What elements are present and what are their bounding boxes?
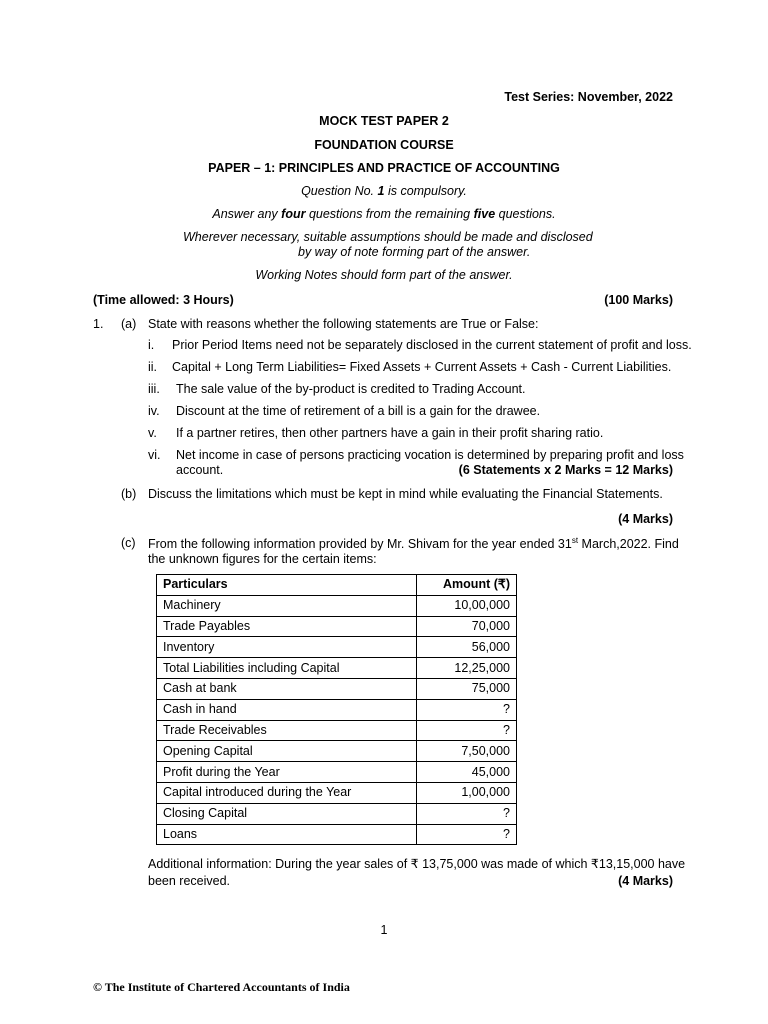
statement-number: iii. [148,382,160,396]
amount-cell: 7,50,000 [416,741,516,762]
statement-text: If a partner retires, then other partners have a gain in their profit sharing ratio. [176,426,604,440]
amount-cell: 75,000 [416,678,516,699]
part-a-text: State with reasons whether the following statements are True or False: [148,317,539,331]
part-a-label: (a) [121,317,137,331]
subject-title: PAPER – 1: PRINCIPLES AND PRACTICE OF ACCOUNTING [208,161,560,175]
table-row [157,595,517,616]
particular-cell: Loans [157,824,417,845]
statement-number: ii. [148,360,158,374]
question-number: 1. [93,317,104,331]
page-number: 1 [380,923,388,937]
statement-number: i. [148,338,155,352]
additional-info: Additional information: During the year sales of ₹ 13,75,000 was made of which ₹13,15,000 have [148,857,686,871]
statement-text: Discount at the time of retirement of a bill is a gain for the drawee. [176,404,541,418]
statement-text-continued: account. [176,463,224,477]
footer-copyright: © The Institute of Chartered Accountants of India [93,980,350,994]
table-row [157,658,517,679]
instruction-working-notes: Working Notes should form part of the answer. [255,268,513,282]
course-title: FOUNDATION COURSE [314,138,454,152]
statement-text: Prior Period Items need not be separately disclosed in the current statement of profit and loss. [172,338,692,352]
table-row [157,803,517,824]
instruction-compulsory: Question No. 1 is compulsory. [301,184,467,198]
part-b-marks: (4 Marks) [618,512,673,526]
instruction-answer-any: Answer any four questions from the remaining five questions. [212,207,556,221]
particular-cell: Closing Capital [157,803,417,824]
table-row [157,699,517,720]
column-header-particulars: Particulars [157,575,417,596]
amount-cell: 1,00,000 [416,782,516,803]
table-row [157,678,517,699]
additional-info-continued: been received. [148,874,231,888]
particular-cell: Machinery [157,595,417,616]
table-row [157,720,517,741]
statement-text: Capital + Long Term Liabilities= Fixed Assets + Current Assets + Cash - Current Liabilities. [172,360,672,374]
table-row [157,762,517,783]
table-row [157,782,517,803]
amount-cell: 45,000 [416,762,516,783]
max-marks: (100 Marks) [604,293,673,307]
table-row [157,616,517,637]
statement-number: vi. [148,448,161,462]
part-a-marks: (6 Statements x 2 Marks = 12 Marks) [458,463,673,477]
amount-cell: ? [416,699,516,720]
information-table [156,574,517,845]
particular-cell: Cash at bank [157,678,417,699]
statement-number: iv. [148,404,160,418]
particular-cell: Opening Capital [157,741,417,762]
particular-cell: Inventory [157,637,417,658]
part-c-text-continued: the unknown figures for the certain items: [148,552,377,566]
part-c-label: (c) [121,536,136,550]
statement-text: Net income in case of persons practicing vocation is determined by preparing profit and loss [176,448,684,462]
part-c-marks: (4 Marks) [618,874,673,888]
part-b-text: Discuss the limitations which must be kept in mind while evaluating the Financial Statements. [148,487,663,501]
amount-cell: 12,25,000 [416,658,516,679]
part-b-label: (b) [121,487,137,501]
instruction-assumptions-2: by way of note forming part of the answer. [298,245,531,259]
amount-cell: ? [416,720,516,741]
statement-text: The sale value of the by-product is credited to Trading Account. [176,382,526,396]
paper-title: MOCK TEST PAPER 2 [319,114,449,128]
particular-cell: Capital introduced during the Year [157,782,417,803]
statement-number: v. [148,426,157,440]
particular-cell: Profit during the Year [157,762,417,783]
instruction-assumptions-1: Wherever necessary, suitable assumptions should be made and disclosed [183,230,593,244]
amount-cell: ? [416,824,516,845]
particular-cell: Total Liabilities including Capital [157,658,417,679]
time-allowed: (Time allowed: 3 Hours) [93,293,234,307]
part-c-text: From the following information provided by Mr. Shivam for the year ended 31st March,2022. Find [148,536,679,552]
test-series: Test Series: November, 2022 [504,90,673,104]
table-header-row [157,575,517,596]
particular-cell: Trade Payables [157,616,417,637]
table-row [157,824,517,845]
column-header-amount: Amount (₹) [416,575,516,596]
amount-cell: ? [416,803,516,824]
particular-cell: Cash in hand [157,699,417,720]
table-row [157,741,517,762]
particular-cell: Trade Receivables [157,720,417,741]
table-row [157,637,517,658]
amount-cell: 70,000 [416,616,516,637]
amount-cell: 56,000 [416,637,516,658]
amount-cell: 10,00,000 [416,595,516,616]
